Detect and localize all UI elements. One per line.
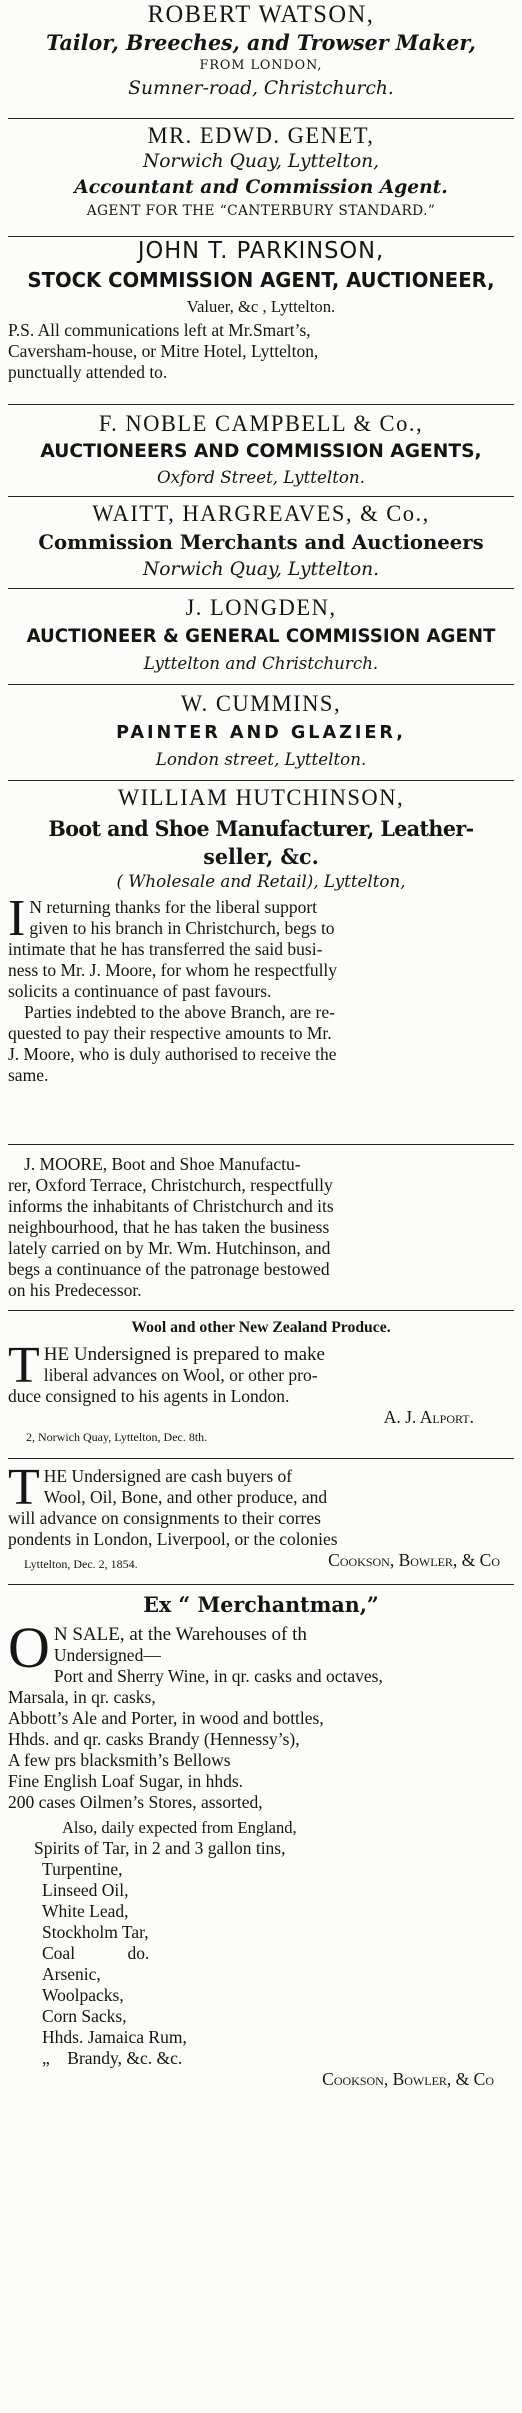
drop-cap: T [8, 1337, 40, 1394]
ad-name: ROBERT WATSON, [147, 1, 375, 28]
ad-heading: Wool and other New Zealand Produce. [131, 1319, 391, 1336]
expected-item: White Lead, [42, 1901, 129, 1921]
drop-cap: I [8, 890, 26, 947]
item-line: 200 cases Oilmen’s Stores, assorted, [8, 1792, 263, 1812]
divider [8, 1458, 514, 1459]
body-line: N SALE, at the Warehouses of th [53, 1624, 307, 1645]
ad-address: Lyttelton and Christchurch. [143, 654, 379, 674]
ad-address: Oxford Street, Lyttelton. [156, 468, 365, 488]
ad-longden [0, 596, 522, 678]
ad-trade: STOCK COMMISSION AGENT, AUCTIONEER, [27, 268, 495, 292]
ad-from: FROM LONDON, [199, 58, 323, 73]
drop-cap: T [8, 1459, 40, 1516]
ad-name: J. LONGDEN, [185, 595, 337, 620]
ad-address: Norwich Quay, Lyttelton. [142, 558, 380, 580]
ad-body [0, 890, 522, 1086]
expected-item: Stockholm Tar, [42, 1922, 149, 1942]
body-line: informs the inhabitants of Christchurch and its [8, 1196, 334, 1216]
ad-cummins [0, 692, 522, 774]
item-line: Marsala, in qr. casks, [8, 1687, 156, 1707]
ad-j-moore [0, 1154, 522, 1301]
ps-line: punctually attended to. [8, 362, 168, 382]
sub-heading: Also, daily expected from England, [62, 1818, 297, 1837]
date-line: 2, Norwich Quay, Lyttelton, Dec. 8th. [26, 1430, 208, 1444]
ad-address: Sumner-road, Christchurch. [128, 77, 394, 99]
ps-line: Caversham-house, or Mitre Hotel, Lyttelton, [8, 341, 319, 361]
expected-item: „ Brandy, &c. &c. [42, 2048, 183, 2068]
ad-cookson-cash-buyers [0, 1459, 522, 1571]
ad-address: London street, Lyttelton. [155, 750, 367, 770]
ad-name: WILLIAM HUTCHINSON, [117, 785, 405, 810]
body-line: liberal advances on Wool, or other pro- [43, 1365, 318, 1385]
item-line: A few prs blacksmith’s Bellows [8, 1750, 231, 1770]
ad-body [0, 1615, 522, 2090]
ps-line: P.S. All communications left at Mr.Smart’s, [8, 320, 311, 340]
body-line: will advance on consignments to their corres [8, 1508, 321, 1528]
expected-item: Turpentine, [42, 1859, 123, 1879]
body-line: neighbourhood, that he has taken the business [8, 1217, 330, 1237]
ad-trade: AUCTIONEERS AND COMMISSION AGENTS, [40, 440, 482, 462]
body-line: pondents in London, Liverpool, or the colonies [8, 1529, 338, 1549]
ad-trade-line-2: seller, &c. [203, 844, 319, 869]
divider [8, 1310, 514, 1311]
ad-trade: PAINTER AND GLAZIER, [116, 722, 406, 743]
body-line: N returning thanks for the liberal support [29, 897, 318, 917]
body-line: lately carried on by Mr. Wm. Hutchinson, and [8, 1238, 331, 1258]
item-line: Fine English Loaf Sugar, in hhds. [8, 1771, 244, 1791]
body-line: duce consigned to his agents in London. [8, 1386, 290, 1406]
expected-item: Woolpacks, [42, 1985, 124, 2005]
expected-list [8, 1838, 514, 2069]
ad-body [0, 1337, 522, 1446]
divider [8, 404, 514, 405]
ad-postscript [0, 320, 522, 383]
ad-trade: Commission Merchants and Auctioneers [38, 530, 484, 554]
ad-noble-campbell [0, 412, 522, 492]
ad-name: WAITT, HARGREAVES, & Co., [92, 501, 430, 526]
ad-sub: Valuer, &c , Lyttelton. [186, 297, 336, 316]
date-signature-row [8, 1550, 514, 1571]
ad-agent: AGENT FOR THE “CANTERBURY STANDARD.” [86, 203, 436, 219]
signature: Cookson, Bowler, & Co [322, 2069, 494, 2089]
ad-name: MR. EDWD. GENET, [147, 123, 375, 148]
signature: Cookson, Bowler, & Co [328, 1550, 500, 1570]
body-line: quested to pay their respective amounts to Mr. [8, 1023, 332, 1043]
body-line: J. Moore, who is duly authorised to receive the [8, 1044, 337, 1064]
ad-edwd-genet [0, 124, 522, 224]
ad-body [0, 1459, 522, 1571]
item-line: Port and Sherry Wine, in qr. casks and octaves, [53, 1666, 383, 1686]
ad-waitt-hargreaves [0, 502, 522, 582]
body-line: HE Undersigned is prepared to make [43, 1344, 325, 1365]
body-line: begs a continuance of the patronage bestowed [8, 1259, 330, 1279]
divider [8, 780, 514, 781]
body-line: Undersigned— [53, 1645, 161, 1665]
drop-cap: O [8, 1615, 50, 1680]
divider [8, 588, 514, 589]
divider [8, 118, 514, 119]
body-line: Parties indebted to the above Branch, are re- [24, 1002, 335, 1022]
body-line: given to his branch in Christchurch, begs to [29, 918, 335, 938]
body-line: on his Predecessor. [8, 1280, 142, 1300]
divider [8, 1584, 514, 1585]
divider [8, 236, 514, 237]
expected-item: Coal do. [42, 1943, 150, 1963]
item-line: Hhds. and qr. casks Brandy (Hennessy’s), [8, 1729, 300, 1749]
ad-heading: Ex “ Merchantman,” [143, 1592, 379, 1617]
ad-trade: Accountant and Commission Agent. [74, 176, 448, 198]
body-line: HE Undersigned are cash buyers of [43, 1466, 293, 1486]
ad-alport [0, 1320, 522, 1446]
ad-william-hutchinson [0, 786, 522, 1086]
ad-name: W. CUMMINS, [180, 691, 342, 716]
ad-trade: Tailor, Breeches, and Trowser Maker, [46, 30, 476, 55]
signature: A. J. Alport. [383, 1407, 474, 1427]
body-line: J. MOORE, Boot and Shoe Manufactu- [24, 1154, 301, 1174]
ad-body [0, 1154, 522, 1301]
expected-item: Linseed Oil, [42, 1880, 129, 1900]
date-line: Lyttelton, Dec. 2, 1854. [24, 1557, 138, 1571]
ad-parkinson [0, 240, 522, 383]
expected-item: Spirits of Tar, in 2 and 3 gallon tins, [34, 1838, 286, 1858]
body-line: intimate that he has transferred the said busi- [8, 939, 323, 959]
expected-item: Corn Sacks, [42, 2006, 127, 2026]
expected-item: Hhds. Jamaica Rum, [42, 2027, 187, 2047]
ad-sub: ( Wholesale and Retail), Lyttelton, [116, 872, 406, 892]
ad-trade: AUCTIONEER & GENERAL COMMISSION AGENT [26, 626, 496, 647]
divider [8, 1144, 514, 1145]
expected-item: Arsenic, [42, 1964, 101, 1984]
body-line: ness to Mr. J. Moore, for whom he respectfully [8, 960, 338, 980]
body-line: rer, Oxford Terrace, Christchurch, respectfully [8, 1175, 333, 1195]
body-line: same. [8, 1065, 49, 1085]
item-line: Abbott’s Ale and Porter, in wood and bottles, [8, 1708, 324, 1728]
ad-name: JOHN T. PARKINSON, [137, 238, 385, 264]
ad-ex-merchantman [0, 1594, 522, 2090]
ad-name: F. NOBLE CAMPBELL & Co., [98, 411, 424, 436]
body-line: Wool, Oil, Bone, and other produce, and [43, 1487, 328, 1507]
body-line: solicits a continuance of past favours. [8, 981, 272, 1001]
ad-trade-line-1: Boot and Shoe Manufacturer, Leather- [48, 816, 474, 841]
ad-address: Norwich Quay, Lyttelton, [142, 150, 380, 172]
divider [8, 684, 514, 685]
ad-robert-watson [0, 2, 522, 103]
divider [8, 496, 514, 497]
